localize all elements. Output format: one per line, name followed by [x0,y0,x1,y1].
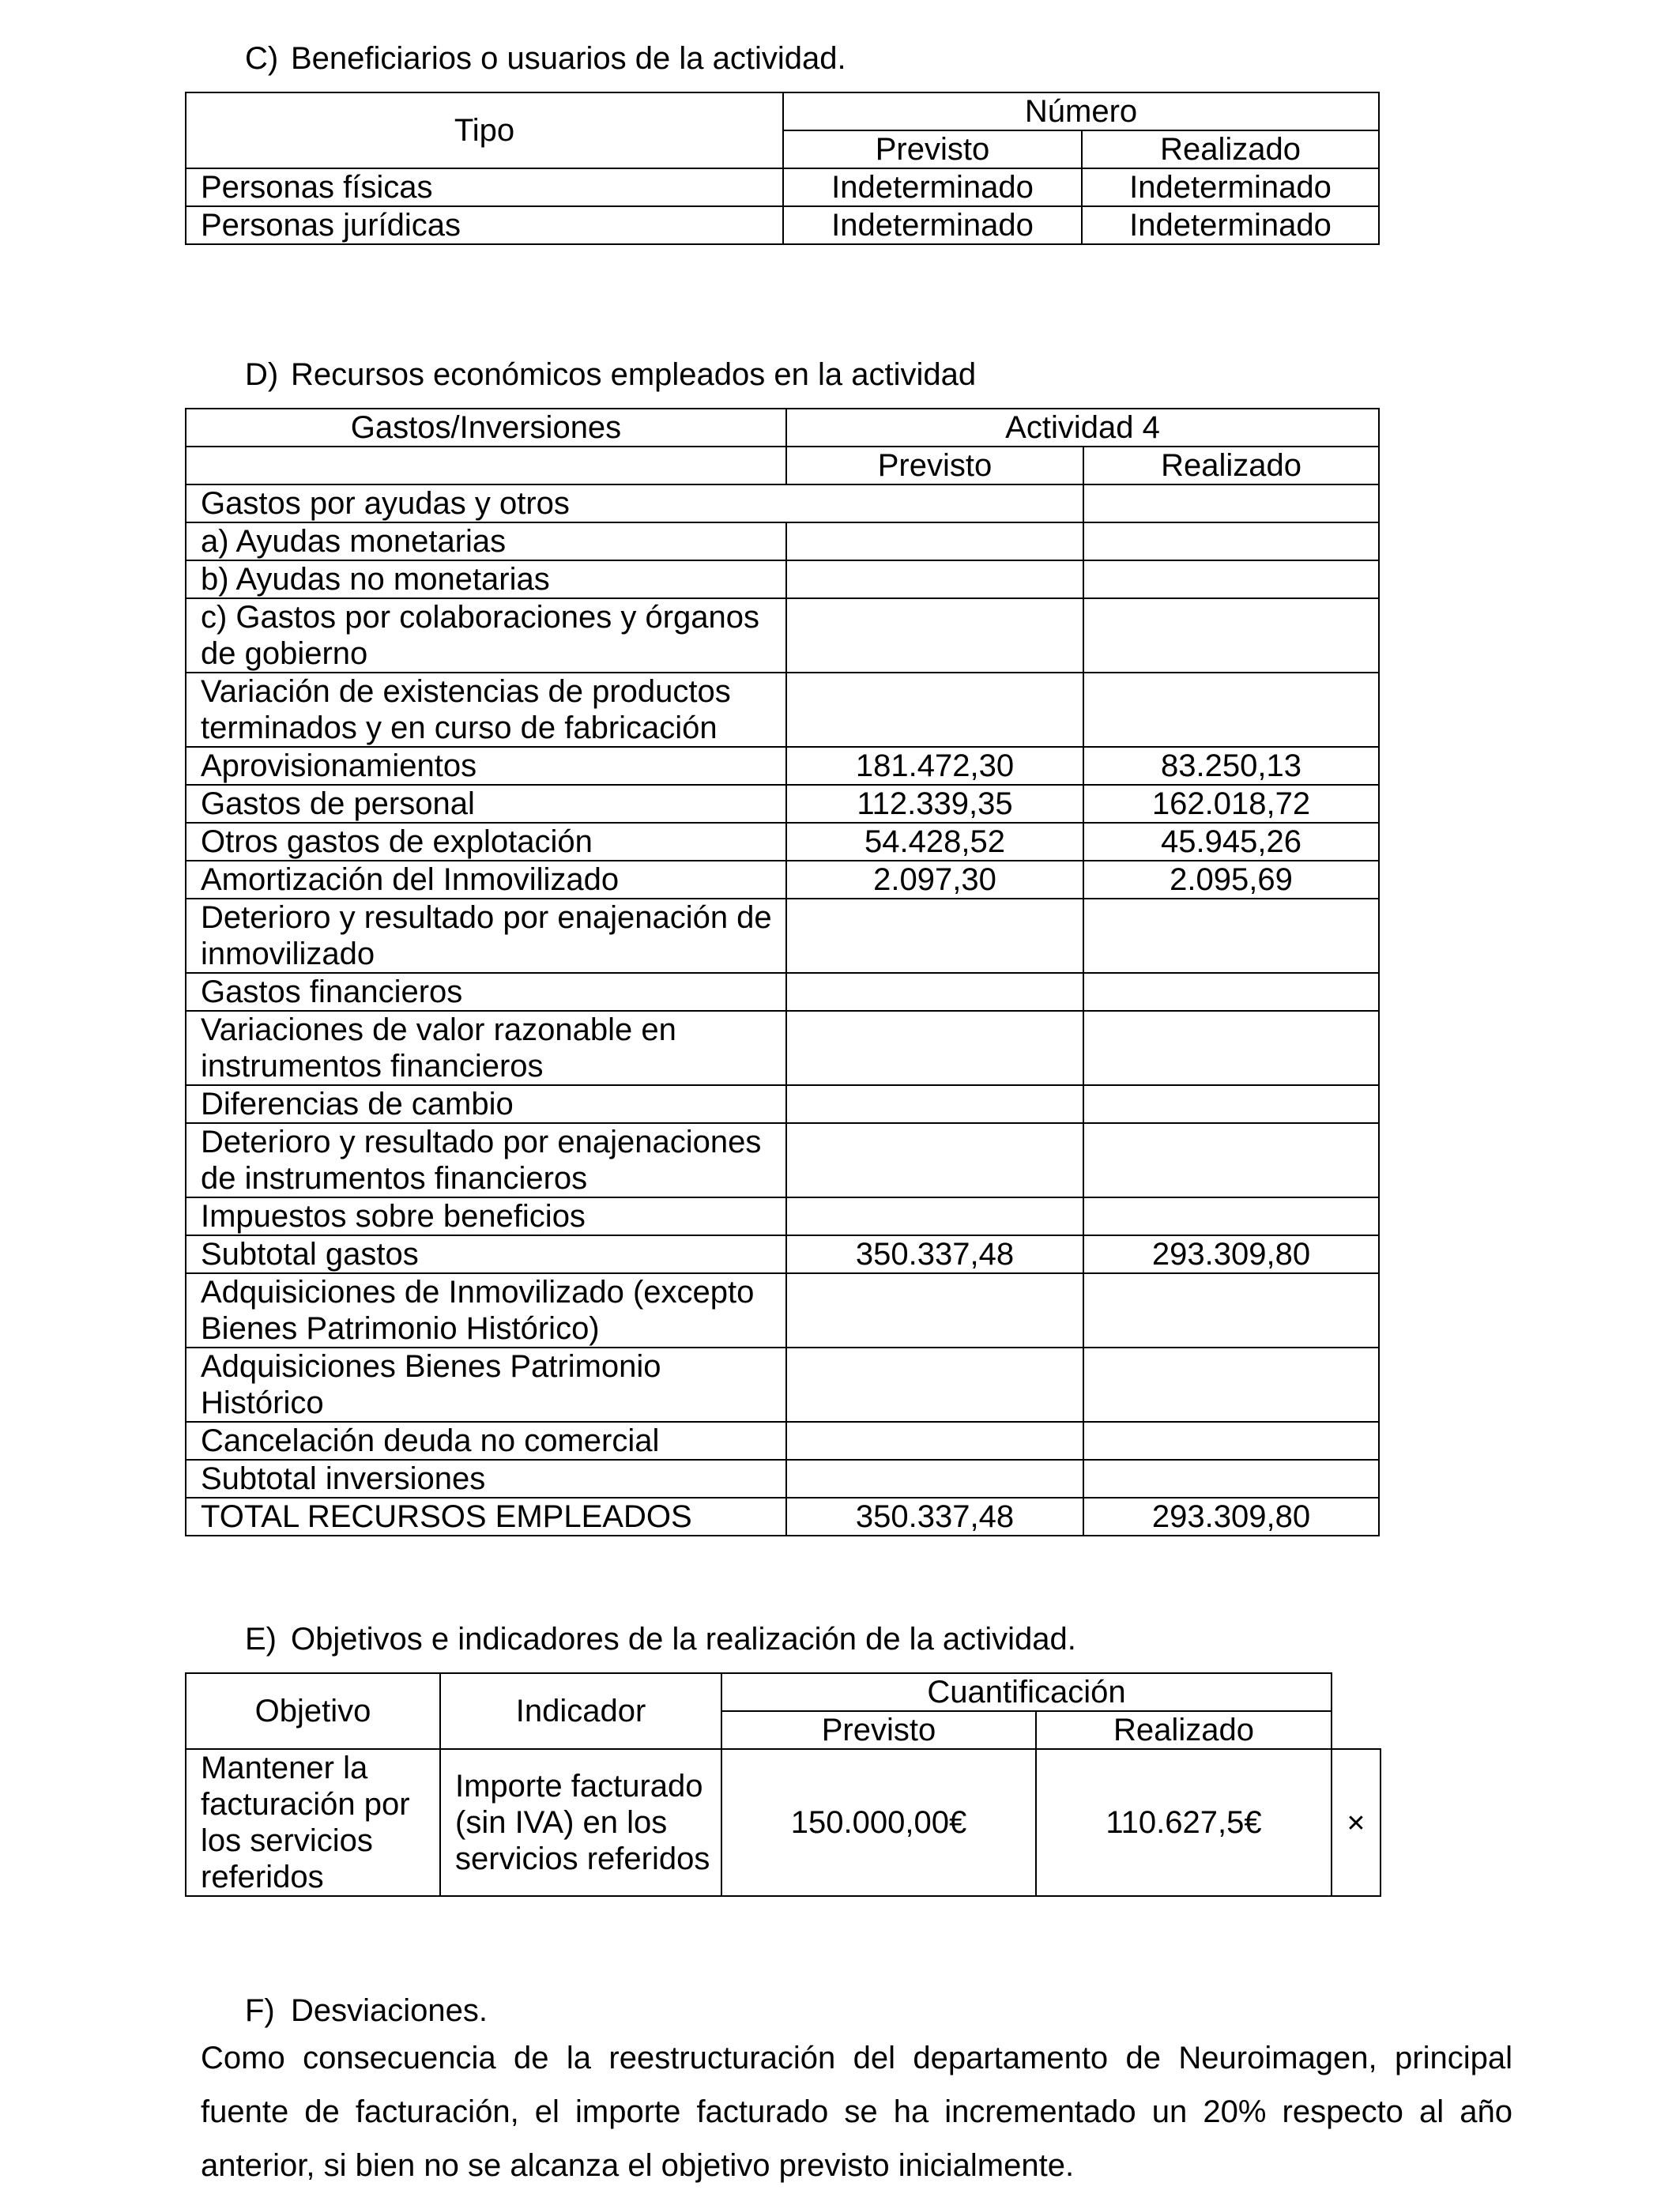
x-mark-icon: ✕ [1346,1811,1366,1837]
header-tipo: Tipo [186,92,783,168]
table-row [186,899,1379,973]
label-cell: Gastos de personal [186,785,786,823]
realizado-cell: Indeterminado [1082,168,1379,206]
header-indicador: Indicador [440,1673,721,1749]
table-row [186,1273,1379,1348]
realizado-cell: 2.095,69 [1083,861,1379,899]
indicador-cell: Importe facturado (sin IVA) en los servicios referidos [440,1749,721,1896]
previsto-cell [786,1273,1083,1348]
table-row [186,861,1379,899]
realizado-cell [1083,1422,1379,1460]
previsto-cell: 112.339,35 [786,785,1083,823]
realizado-cell: 293.309,80 [1083,1498,1379,1536]
status-cell [1332,1749,1381,1896]
label-cell: Adquisiciones de Inmovilizado (excepto Bienes Patrimonio Histórico) [186,1273,786,1348]
header-gastos-inversiones: Gastos/Inversiones [186,409,786,447]
header-actividad: Actividad 4 [786,409,1379,447]
realizado-cell: 110.627,5€ [1036,1749,1332,1896]
previsto-cell [786,598,1083,673]
table-row [186,673,1379,747]
table-row [186,206,1379,244]
realizado-cell: 162.018,72 [1083,785,1379,823]
previsto-cell [786,899,1083,973]
label-cell: b) Ayudas no monetarias [186,560,786,598]
realizado-cell [1083,973,1379,1011]
realizado-cell [1083,1085,1379,1123]
label-cell: Subtotal inversiones [186,1460,786,1498]
objetivo-cell: Mantener la facturación por los servicios referidos [186,1749,440,1896]
header-cuantificacion: Cuantificación [721,1673,1332,1711]
previsto-cell: 2.097,30 [786,861,1083,899]
label-cell: Subtotal gastos [186,1235,786,1273]
table-row [186,1498,1379,1536]
table-row [186,1011,1379,1085]
table-row [186,747,1379,785]
previsto-cell: Indeterminado [783,168,1082,206]
table-row [186,1348,1379,1422]
previsto-cell: 150.000,00€ [721,1749,1036,1896]
previsto-cell [786,1085,1083,1123]
table-row [186,1123,1379,1197]
realizado-cell [1083,560,1379,598]
section-c-title: Beneficiarios o usuarios de la actividad. [291,41,846,76]
previsto-cell [786,1422,1083,1460]
section-d-heading [245,356,976,394]
header-realizado: Realizado [1036,1711,1332,1749]
previsto-cell [786,973,1083,1011]
label-cell: Gastos financieros [186,973,786,1011]
label-cell: Deterioro y resultado por enajenación de inmovilizado [186,899,786,973]
header-previsto: Previsto [721,1711,1036,1749]
section-e-letter: E) [245,1622,277,1657]
realizado-cell [1083,1273,1379,1348]
section-e-heading [245,1620,1076,1658]
section-d-title: Recursos económicos empleados en la actividad [291,357,977,392]
realizado-cell [1083,484,1379,522]
previsto-cell [786,522,1083,560]
previsto-cell [786,1123,1083,1197]
realizado-cell [1083,1348,1379,1422]
previsto-cell: 350.337,48 [786,1235,1083,1273]
realizado-cell [1083,899,1379,973]
header-previsto: Previsto [786,447,1083,484]
previsto-cell [786,1348,1083,1422]
tipo-cell: Personas físicas [186,168,783,206]
section-d-letter: D) [245,357,279,392]
table-row [186,823,1379,861]
previsto-cell [786,673,1083,747]
previsto-cell: 350.337,48 [786,1498,1083,1536]
table-row [186,1460,1379,1498]
label-cell: Adquisiciones Bienes Patrimonio Histórico [186,1348,786,1422]
label-cell: Gastos por ayudas y otros [186,484,1083,522]
table-row [186,522,1379,560]
label-cell: Variaciones de valor razonable en instrumentos financieros [186,1011,786,1085]
table-row [186,484,1379,522]
label-cell: Variación de existencias de productos terminados y en curso de fabricación [186,673,786,747]
previsto-cell [786,1460,1083,1498]
realizado-cell: Indeterminado [1082,206,1379,244]
label-cell: Impuestos sobre beneficios [186,1197,786,1235]
label-cell: Cancelación deuda no comercial [186,1422,786,1460]
previsto-cell [786,1011,1083,1085]
realizado-cell [1083,1011,1379,1085]
label-cell: Deterioro y resultado por enajenaciones de instrumentos financieros [186,1123,786,1197]
label-cell: Amortización del Inmovilizado [186,861,786,899]
header-empty-cell [186,447,786,484]
section-f-heading [245,1992,488,2030]
header-realizado: Realizado [1083,447,1379,484]
label-cell: Aprovisionamientos [186,747,786,785]
desviaciones-paragraph: Como consecuencia de la reestructuración del departamento de Neuroimagen, principal fuente de facturación, el importe facturado se ha incrementado un 20% respecto al año anterior, si bien no se alcanza el objetivo previsto inicialmente. [201,2041,1512,2183]
table-row [186,785,1379,823]
previsto-cell: Indeterminado [783,206,1082,244]
table-row [186,973,1379,1011]
section-f-letter: F) [245,1993,275,2028]
realizado-cell [1083,1123,1379,1197]
previsto-cell [786,560,1083,598]
previsto-cell [786,1197,1083,1235]
tipo-cell: Personas jurídicas [186,206,783,244]
realizado-cell [1083,1460,1379,1498]
header-objetivo: Objetivo [186,1673,440,1749]
beneficiarios-table [185,92,1380,245]
table-row [186,168,1379,206]
previsto-cell: 54.428,52 [786,823,1083,861]
header-previsto: Previsto [783,130,1082,168]
section-c-heading [245,40,846,77]
label-cell: TOTAL RECURSOS EMPLEADOS [186,1498,786,1536]
label-cell: Otros gastos de explotación [186,823,786,861]
table-row [186,1197,1379,1235]
realizado-cell: 83.250,13 [1083,747,1379,785]
header-spacer-cell [1332,1673,1381,1749]
previsto-cell: 181.472,30 [786,747,1083,785]
recursos-table [185,408,1380,1536]
table-row [186,560,1379,598]
section-f-title: Desviaciones. [291,1993,488,2028]
label-cell: c) Gastos por colaboraciones y órganos de gobierno [186,598,786,673]
label-cell: a) Ayudas monetarias [186,522,786,560]
realizado-cell [1083,673,1379,747]
header-numero: Número [783,92,1379,130]
table-row [186,598,1379,673]
realizado-cell: 293.309,80 [1083,1235,1379,1273]
label-cell: Diferencias de cambio [186,1085,786,1123]
table-row [186,1422,1379,1460]
realizado-cell [1083,598,1379,673]
header-realizado: Realizado [1082,130,1379,168]
table-row [186,1749,1381,1896]
section-c-letter: C) [245,41,279,76]
realizado-cell [1083,1197,1379,1235]
table-row [186,1085,1379,1123]
objetivos-table [185,1672,1381,1897]
realizado-cell [1083,522,1379,560]
table-row [186,1235,1379,1273]
section-e-title: Objetivos e indicadores de la realización de la actividad. [291,1622,1076,1657]
realizado-cell: 45.945,26 [1083,823,1379,861]
